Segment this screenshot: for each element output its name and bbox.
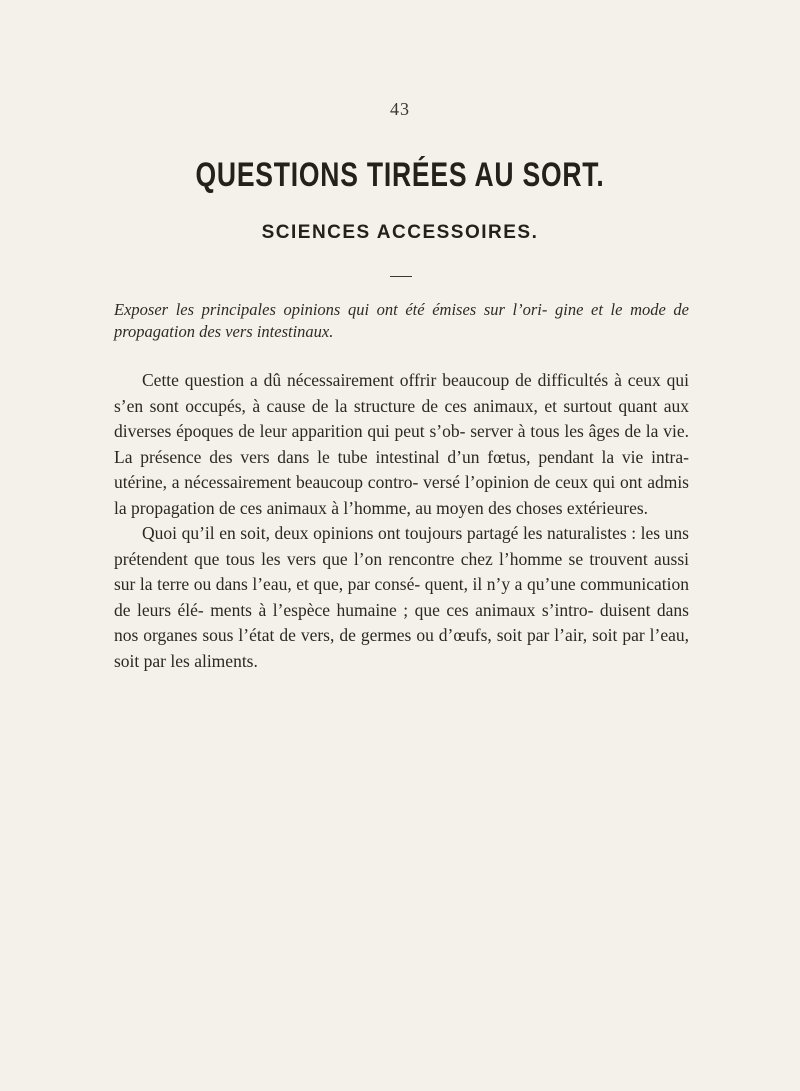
page-title: QUESTIONS TIRÉES AU SORT.	[195, 156, 605, 194]
section-subtitle: SCIENCES ACCESSOIRES.	[261, 222, 539, 243]
question-text: Exposer les principales opinions qui ont été émises sur l’ori- gine et le mode de propagation des vers intestinaux.	[114, 300, 689, 341]
separator-rule	[390, 276, 412, 277]
paragraph: Quoi qu’il en soit, deux opinions ont toujours partagé les naturalistes : les uns prétendent que tous les vers que l’on rencontre chez l’homme se trouvent aussi sur la terre ou dans l’eau, et que, par consé- quent, il n’y a qu’une communication de leurs élé- ments à l’espèce humaine ; que ces animaux s’intro- duisent dans nos organes sous l’état de vers, de germes ou d’œufs, soit par l’air, soit par l’eau, soit par les aliments.	[114, 523, 689, 671]
page-number: 43	[390, 99, 410, 119]
paragraph: Cette question a dû nécessairement offrir beaucoup de difficultés à ceux qui s’en sont occupés, à cause de la structure de ces animaux, et surtout quant aux diverses époques de leur apparition qui peut s’ob- server à tous les âges de la vie. La présence des vers dans le tube intestinal d’un fœtus, pendant la vie intra-utérine, a nécessairement beaucoup contro- versé l’opinion de ceux qui ont admis la propagation de ces animaux à l’homme, au moyen des choses extérieures.	[114, 370, 689, 518]
body-text	[114, 368, 689, 674]
